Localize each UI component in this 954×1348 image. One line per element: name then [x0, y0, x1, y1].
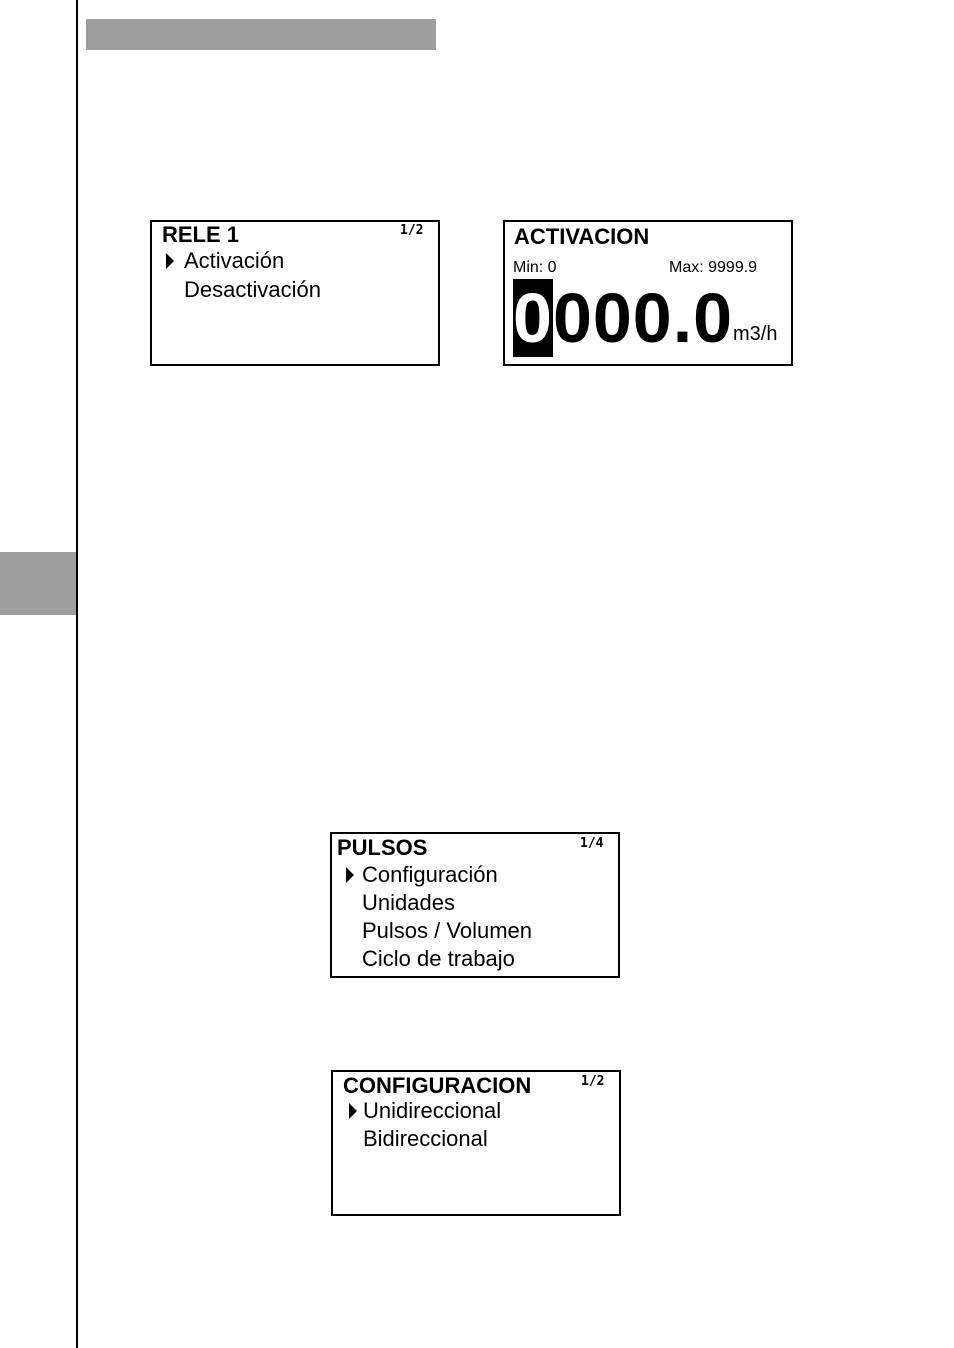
menu-item-activacion[interactable]: Activación — [184, 248, 285, 273]
menu-item-desactivacion[interactable]: Desactivación — [184, 277, 321, 302]
page-indicator: 1/2 — [400, 223, 424, 238]
menu-item-pulsos-volumen[interactable]: Pulsos / Volumen — [362, 918, 532, 943]
menu-cursor-icon — [166, 253, 174, 269]
value-display[interactable] — [513, 279, 734, 357]
screen-title: PULSOS — [337, 835, 428, 860]
menu-cursor-icon — [349, 1103, 357, 1119]
max-label: Max: 9999.9 — [669, 259, 758, 276]
screen-title: CONFIGURACION — [343, 1073, 532, 1098]
page-indicator: 1/2 — [581, 1074, 605, 1089]
lcd-screen-rele — [150, 220, 440, 366]
min-label: Min: 0 — [513, 259, 557, 276]
menu-item-configuracion[interactable]: Configuración — [362, 862, 498, 887]
lcd-screen-configuracion — [331, 1070, 621, 1216]
menu-item-bidireccional[interactable]: Bidireccional — [363, 1126, 488, 1151]
screen-title: ACTIVACION — [514, 224, 650, 249]
screen-title: RELE 1 — [162, 222, 240, 247]
value-cursor-digit[interactable]: 0 — [513, 279, 553, 357]
lcd-screen-activacion — [503, 220, 793, 366]
lcd-screen-pulsos — [330, 832, 620, 978]
unit-label: m3/h — [733, 323, 778, 345]
page-indicator: 1/4 — [580, 836, 604, 851]
menu-item-unidireccional[interactable]: Unidireccional — [363, 1098, 502, 1123]
menu-item-unidades[interactable]: Unidades — [362, 890, 455, 915]
chapter-side-tab — [0, 552, 76, 615]
menu-cursor-icon — [346, 867, 354, 883]
page-margin-line — [76, 0, 78, 1348]
menu-item-ciclo-de-trabajo[interactable]: Ciclo de trabajo — [362, 946, 515, 971]
section-header-bar — [86, 19, 436, 50]
value-rest: 000.0 — [552, 279, 734, 357]
